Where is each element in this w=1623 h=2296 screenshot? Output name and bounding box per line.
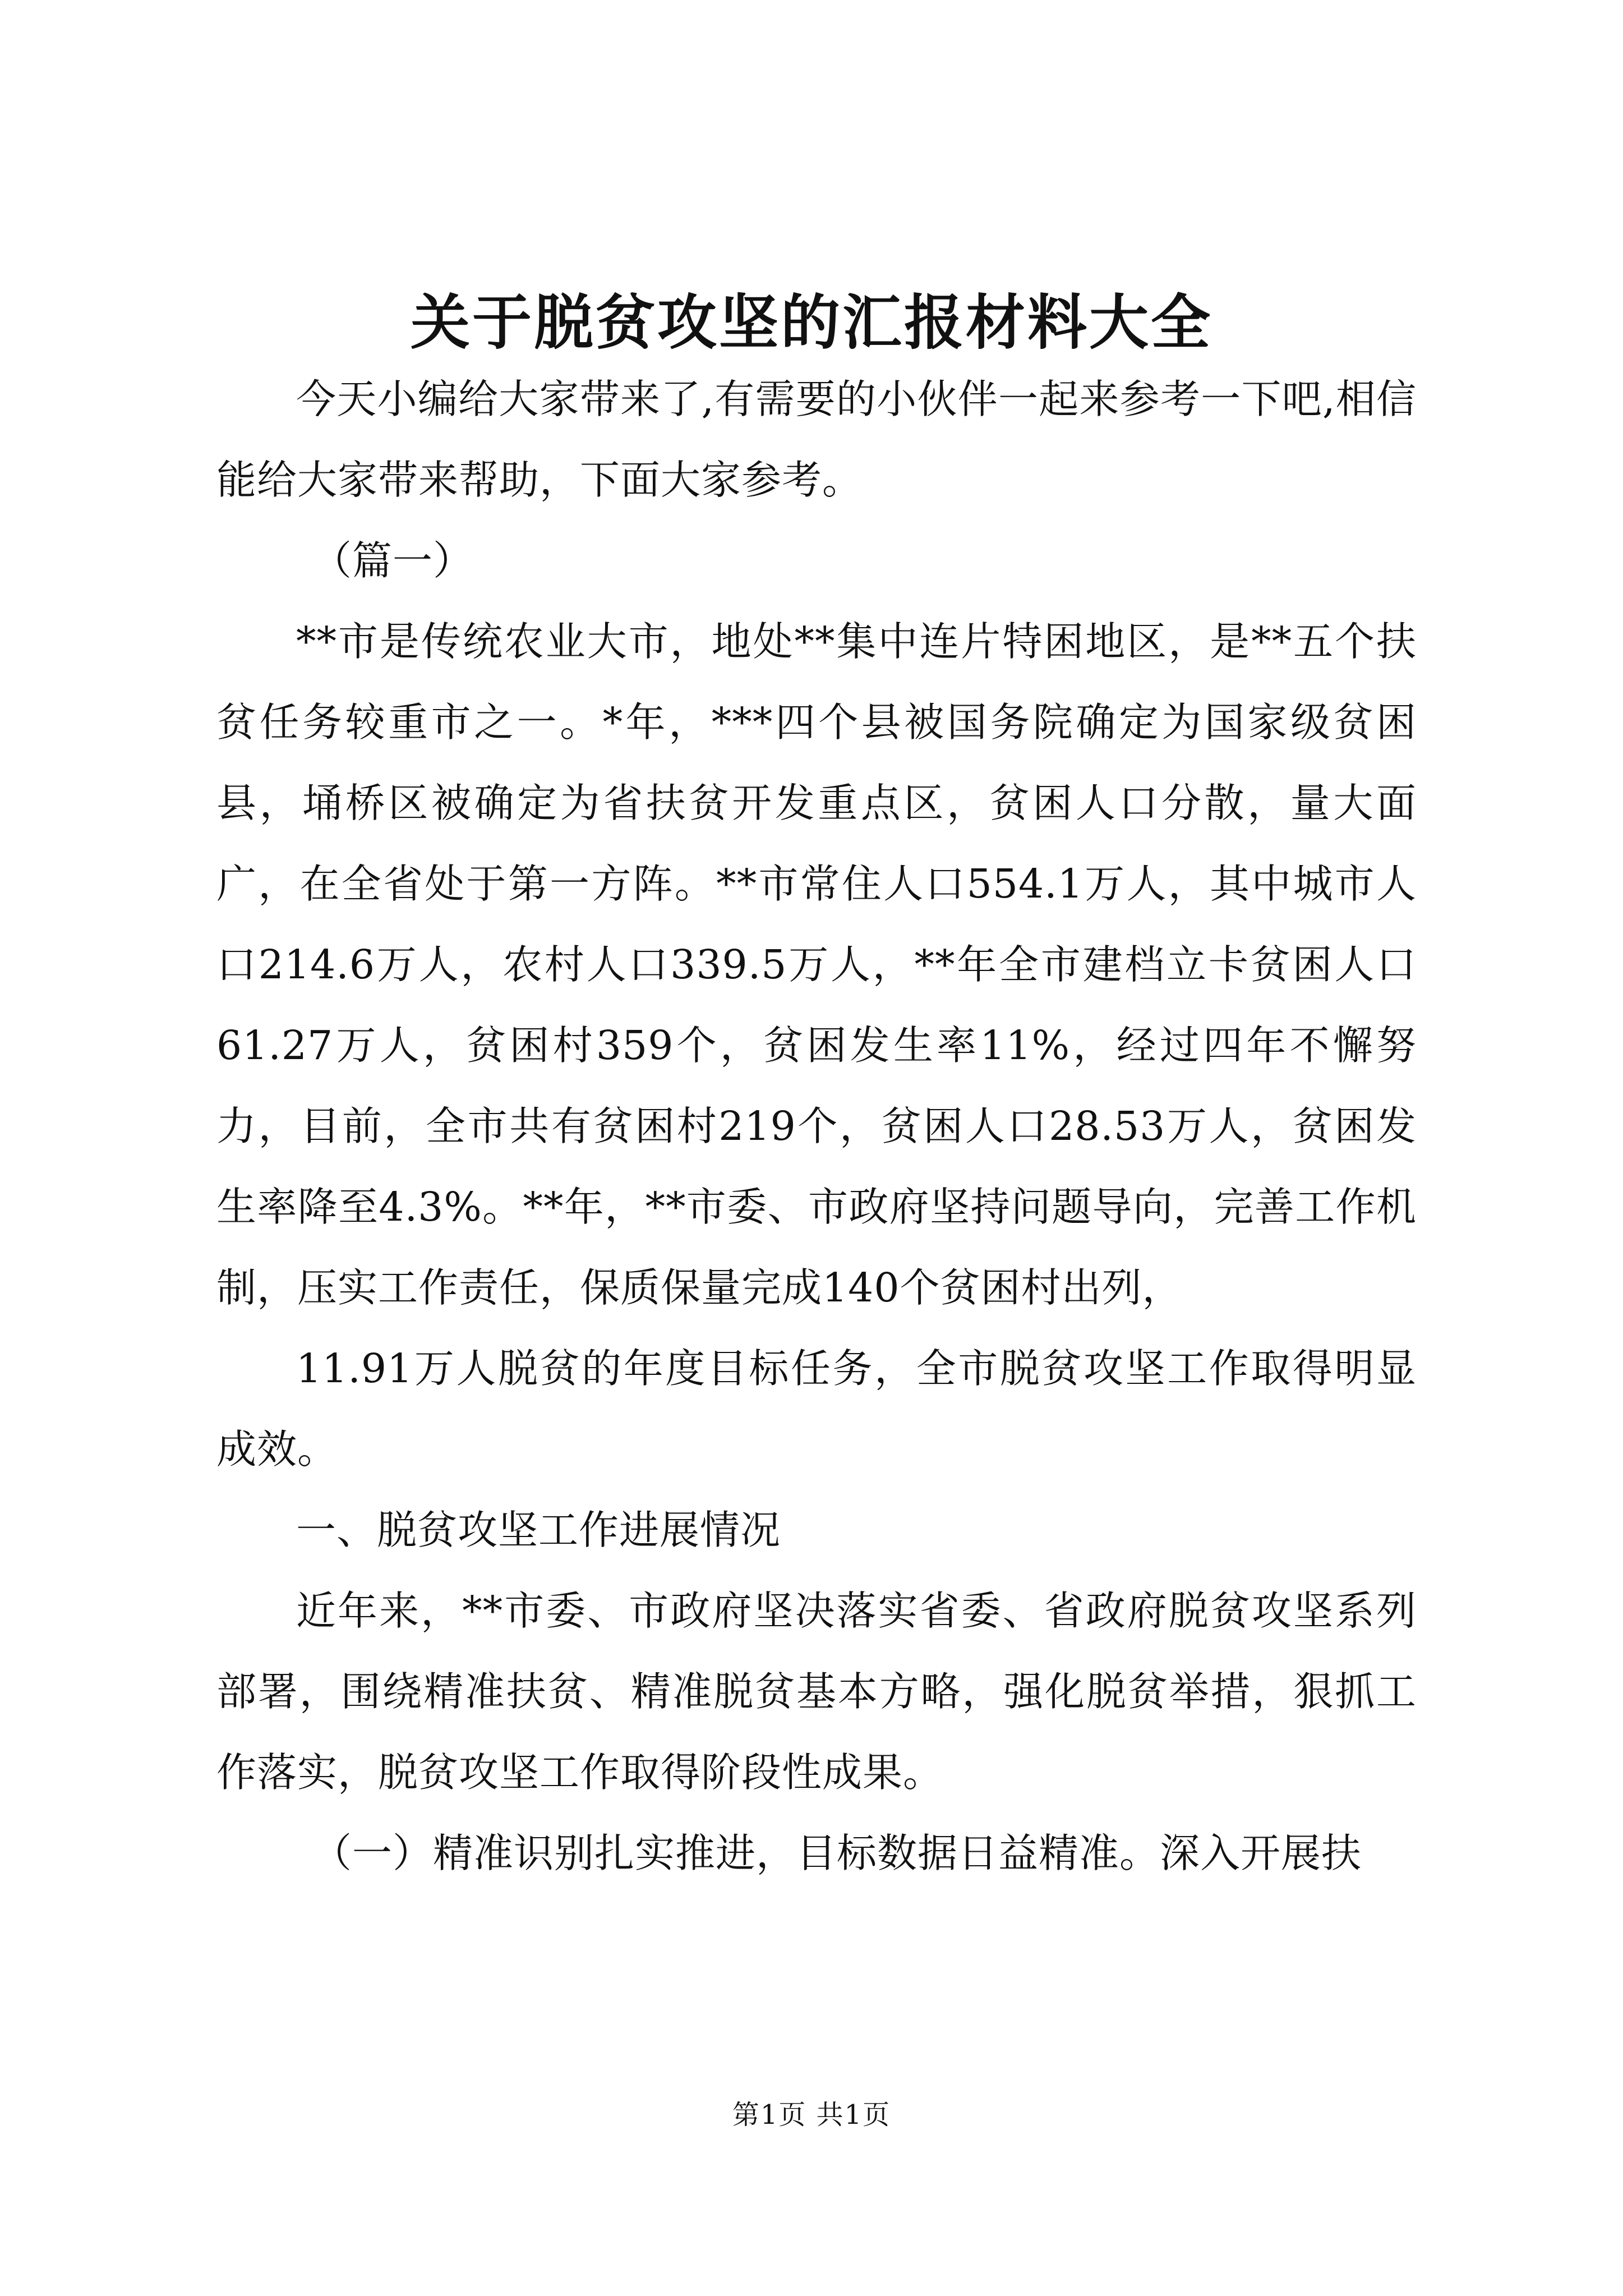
section-heading: 一、脱贫攻坚工作进展情况 [296,1507,781,1553]
document-body [216,359,1417,1894]
subsection-paragraph: （一）精准识别扎实推进，目标数据日益精准。深入开展扶 [312,1830,1362,1876]
body-paragraph: 近年来，**市委、市政府坚决落实省委、省政府脱贫攻坚系列部署，围绕精准扶贫、精准脱贫基本方略，强化脱贫举措，狠抓工作落实，脱贫攻坚工作取得阶段性成果。 [216,1588,1417,1796]
document-title: 关于脱贫攻坚的汇报材料大全 [411,287,1212,357]
body-paragraph: 11.91万人脱贫的年度目标任务，全市脱贫攻坚工作取得明显成效。 [216,1345,1417,1473]
section-label: （篇一） [312,537,474,584]
body-paragraph: **市是传统农业大市，地处**集中连片特困地区，是**五个扶贫任务较重市之一。*年，***四个县被国务院确定为国家级贫困县，埇桥区被确定为省扶贫开发重点区，贫困人口分散，量大面广，在全省处于第一方阵。**市常住人口554.1万人，其中城市人口214.6万人，农村人口339.5万人，**年全市建档立卡贫困人口61.27万人，贫困村359个，贫困发生率11%，经过四年不懈努力，目前，全市共有贫困村219个，贫困人口28.53万人，贫困发生率降至4.3%。**年，**市委、市政府坚持问题导向，完善工作机制，压实工作责任，保质保量完成140个贫困村出列， [216,618,1417,1311]
page-footer: 第1页 共1页 [732,2099,891,2131]
intro-paragraph: 今天小编给大家带来了,有需要的小伙伴一起来参考一下吧,相信能给大家带来帮助，下面大家参考。 [216,376,1417,503]
